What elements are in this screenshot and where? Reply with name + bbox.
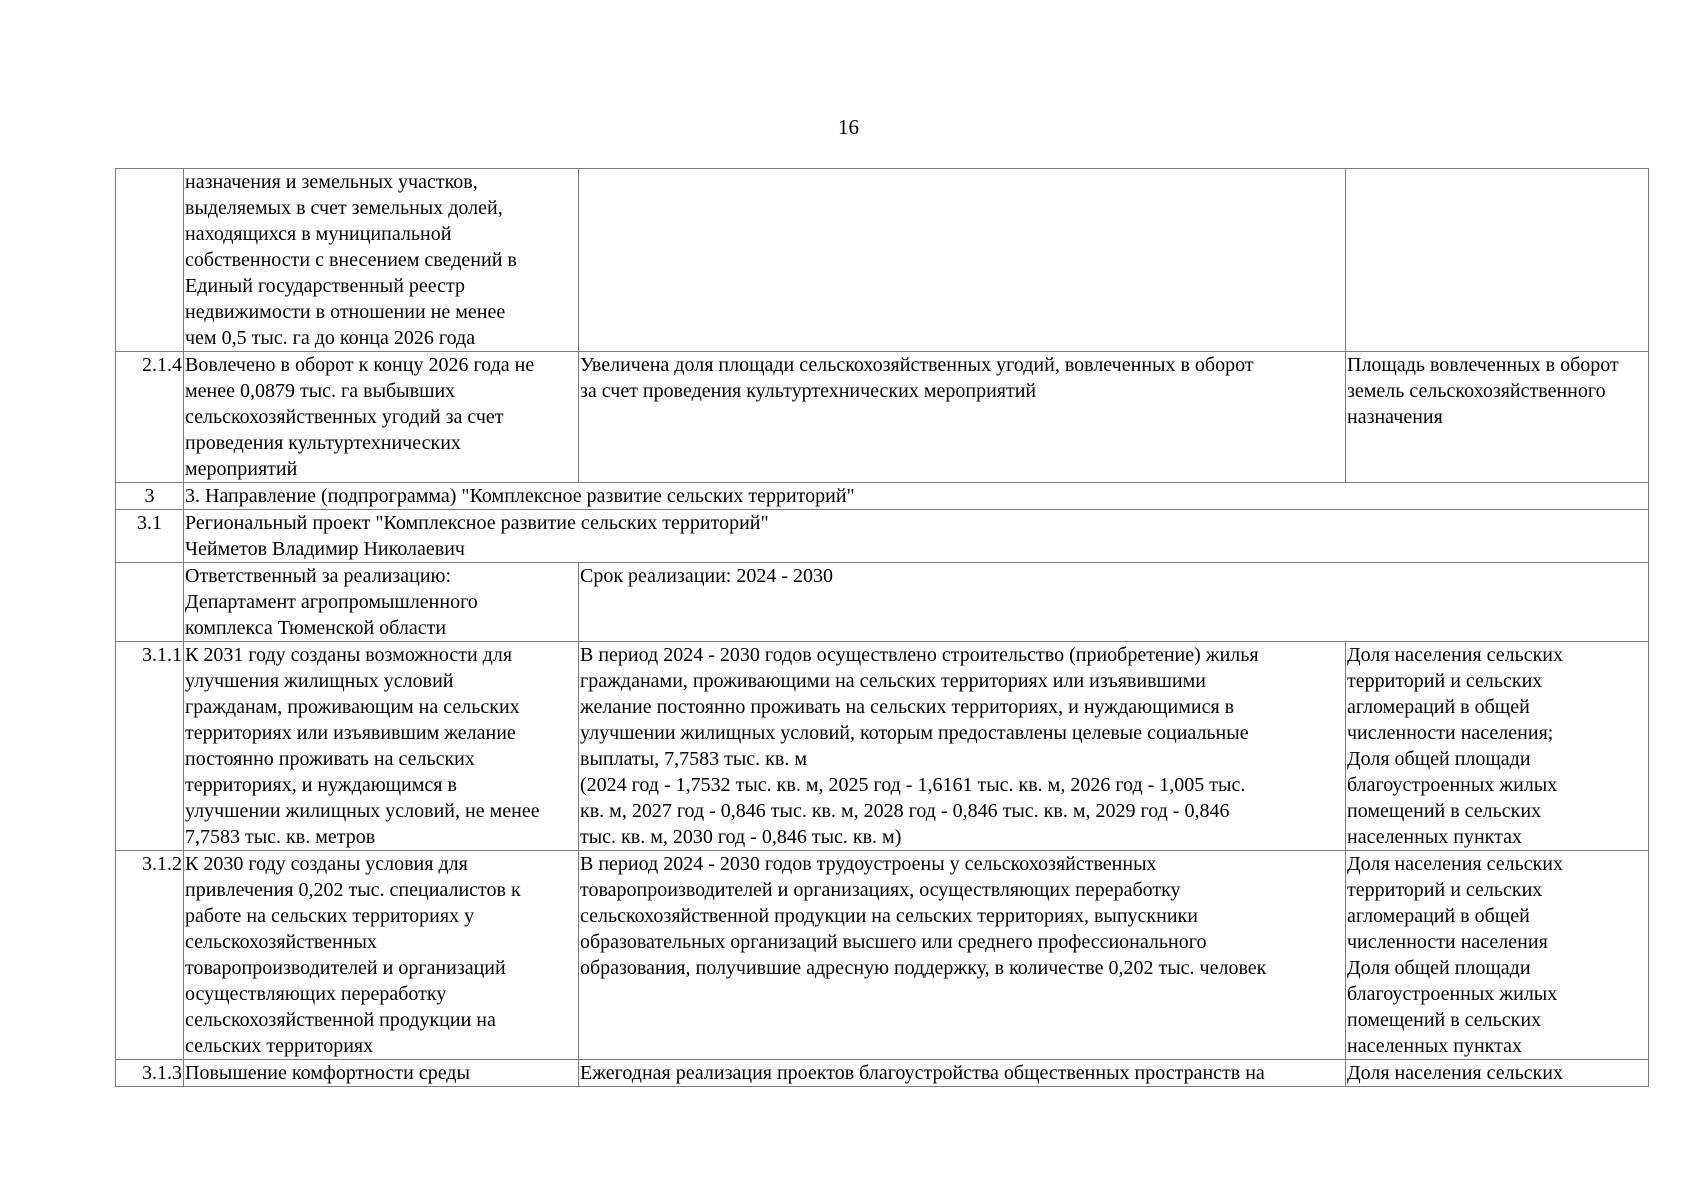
project-number: 3.1 [116, 510, 184, 563]
section-number: 3 [116, 483, 184, 510]
responsible-cell: Ответственный за реализацию: Департамент агропромышленного комплекса Тюменской области [184, 563, 579, 642]
program-table [115, 168, 1649, 1087]
project-title: Региональный проект "Комплексное развитие сельских территорий" Чейметов Владимир Николаевич [184, 510, 1649, 563]
task-cell: Вовлечено в оборот к концу 2026 года не менее 0,0879 тыс. га выбывших сельскохозяйственных угодий за счет проведения культуртехнических мероприятий [184, 352, 579, 483]
effect-cell [579, 169, 1346, 352]
project-row [116, 510, 1649, 563]
indicator-cell [1346, 169, 1649, 352]
row-number: 2.1.4 [116, 352, 184, 483]
table-row [116, 1060, 1649, 1087]
table-row [116, 642, 1649, 851]
section-title: 3. Направление (подпрограмма) "Комплексное развитие сельских территорий" [184, 483, 1649, 510]
page-number: 16 [838, 115, 859, 139]
indicator-cell: Доля населения сельских территорий и сельских агломераций в общей численности населения Доля общей площади благоустроенных жилых помещений в сельских населенных пунктах [1346, 851, 1649, 1060]
period-cell: Срок реализации: 2024 - 2030 [579, 563, 1649, 642]
table-row [116, 352, 1649, 483]
indicator-cell: Доля населения сельских [1346, 1060, 1649, 1087]
effect-cell: Увеличена доля площади сельскохозяйственных угодий, вовлеченных в оборот за счет проведения культуртехнических мероприятий [579, 352, 1346, 483]
row-number: 3.1.1 [116, 642, 184, 851]
table-row [116, 851, 1649, 1060]
indicator-cell: Площадь вовлеченных в оборот земель сельскохозяйственного назначения [1346, 352, 1649, 483]
section-row [116, 483, 1649, 510]
effect-cell: Ежегодная реализация проектов благоустройства общественных пространств на [579, 1060, 1346, 1087]
task-cell: назначения и земельных участков, выделяемых в счет земельных долей, находящихся в муниципальной собственности с внесением сведений в Единый государственный реестр недвижимости в отношении не менее чем 0,5 тыс. га до конца 2026 года [184, 169, 579, 352]
row-number: 3.1.2 [116, 851, 184, 1060]
table-row [116, 169, 1649, 352]
row-number: 3.1.3 [116, 1060, 184, 1087]
row-number [116, 169, 184, 352]
effect-cell: В период 2024 - 2030 годов осуществлено строительство (приобретение) жилья гражданами, проживающими на сельских территориях или изъявившими желание постоянно проживать на сельских территориях, и нуждающимися в улучшении жилищных условий, которым предоставлены целевые социальные выплаты, 7,7583 тыс. кв. м (2024 год - 1,7532 тыс. кв. м, 2025 год - 1,6161 тыс. кв. м, 2026 год - 1,005 тыс. кв. м, 2027 год - 0,846 тыс. кв. м, 2028 год - 0,846 тыс. кв. м, 2029 год - 0,846 тыс. кв. м, 2030 год - 0,846 тыс. кв. м) [579, 642, 1346, 851]
indicator-cell: Доля населения сельских территорий и сельских агломераций в общей численности населения; Доля общей площади благоустроенных жилых помещений в сельских населенных пунктах [1346, 642, 1649, 851]
task-cell: К 2030 году созданы условия для привлечения 0,202 тыс. специалистов к работе на сельских территориях у сельскохозяйственных товаропроизводителей и организаций осуществляющих переработку сельскохозяйственной продукции на сельских территориях [184, 851, 579, 1060]
responsible-row [116, 563, 1649, 642]
row-number [116, 563, 184, 642]
task-cell: Повышение комфортности среды [184, 1060, 579, 1087]
effect-cell: В период 2024 - 2030 годов трудоустроены у сельскохозяйственных товаропроизводителей и организациях, осуществляющих переработку сельскохозяйственной продукции на сельских территориях, выпускники образовательных организаций высшего или среднего профессионального образования, получившие адресную поддержку, в количестве 0,202 тыс. человек [579, 851, 1346, 1060]
task-cell: К 2031 году созданы возможности для улучшения жилищных условий гражданам, проживающим на сельских территориях или изъявившим желание постоянно проживать на сельских территориях, и нуждающимся в улучшении жилищных условий, не менее 7,7583 тыс. кв. метров [184, 642, 579, 851]
